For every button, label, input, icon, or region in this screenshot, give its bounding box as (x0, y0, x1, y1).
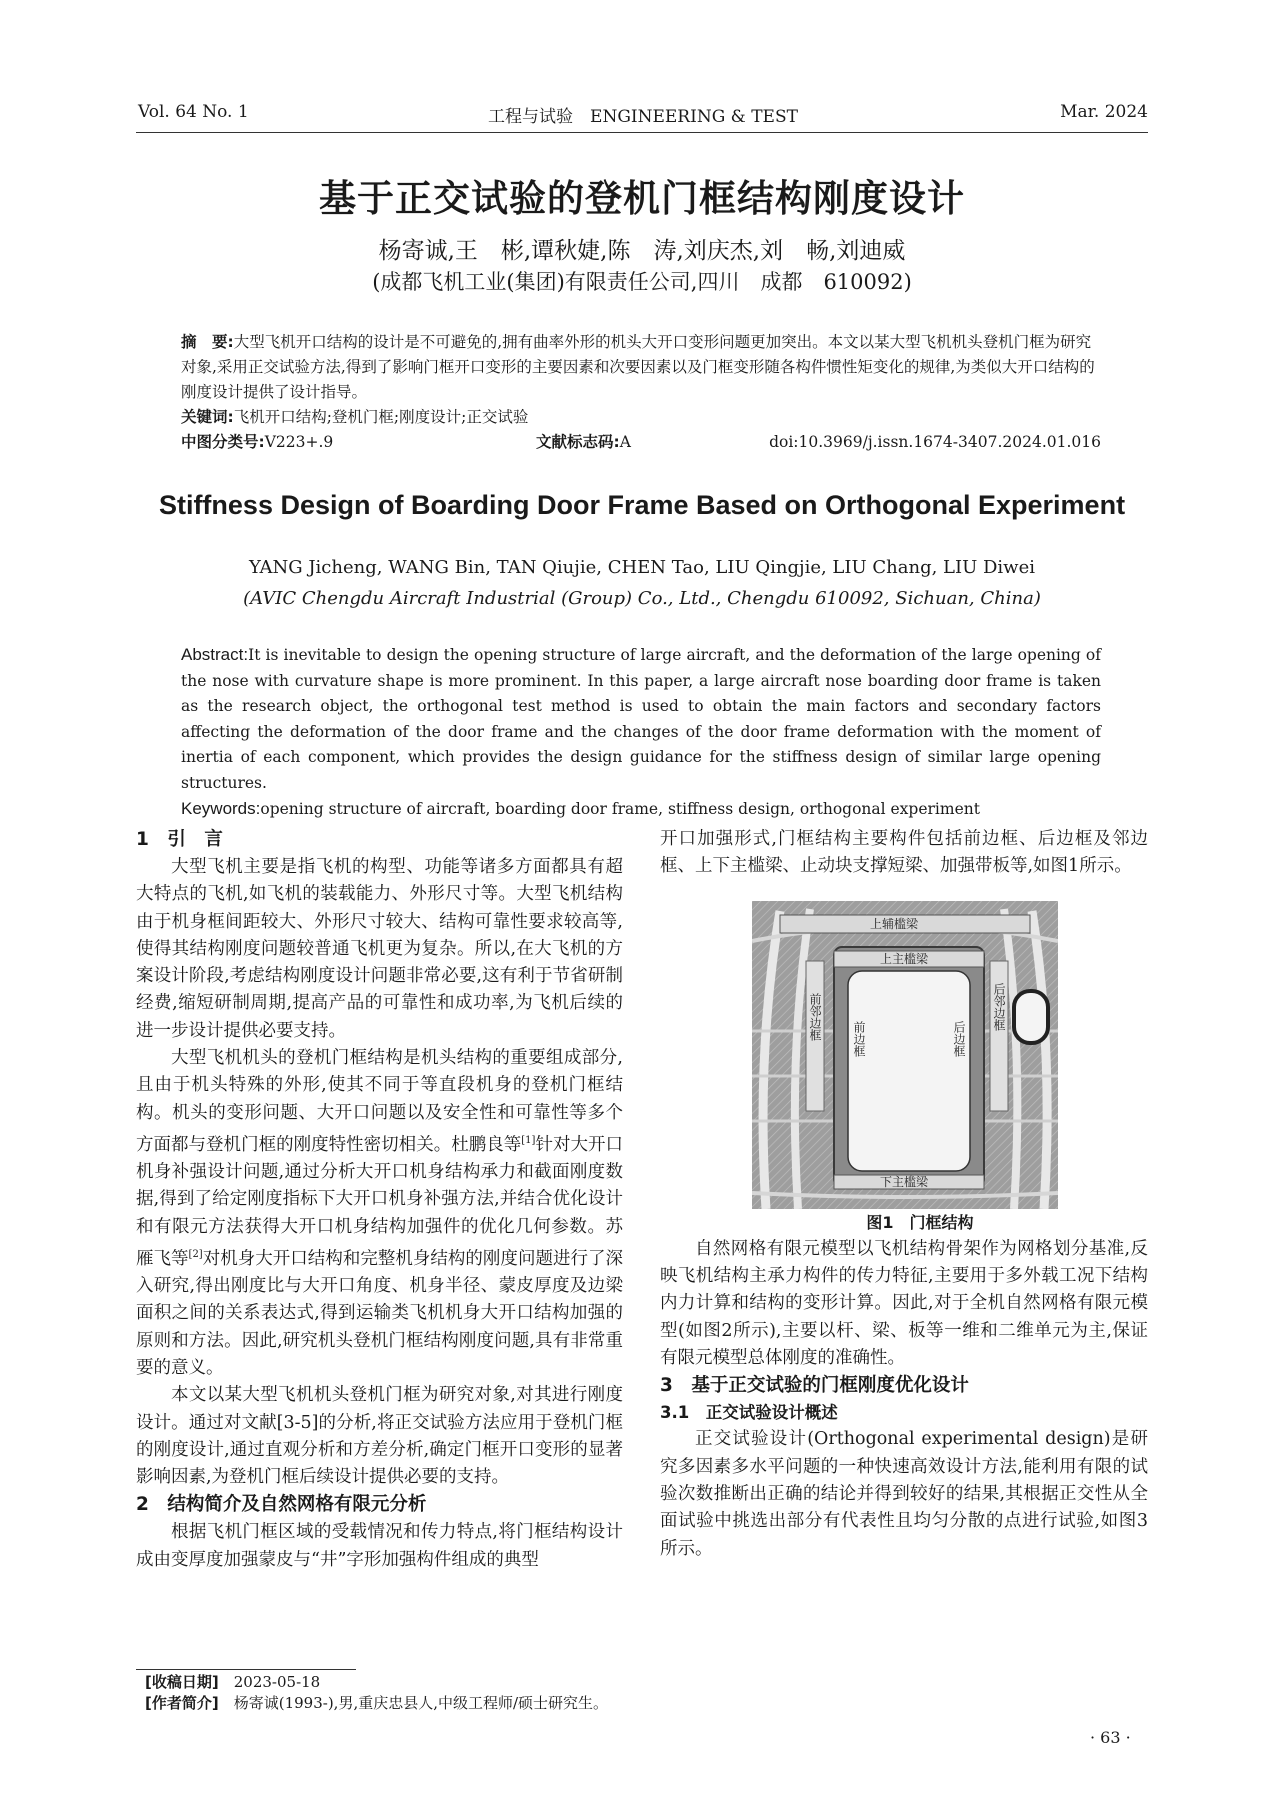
label-bottom-main-sill: 下主槛梁 (880, 1174, 929, 1189)
page-number: · 63 · (1090, 1728, 1131, 1747)
abstract-cn-text: 大型飞机开口结构的设计是不可避免的,拥有曲率外形的机头大开口变形问题更加突出。本文以某大型飞机机头登机门框为研究对象,采用正交试验方法,得到了影响门框开口变形的主要因素和次要因素以及门框变形随各构件惯性矩变化的规律,为类似大开口结构的刚度设计提供了设计指导。 (181, 333, 1095, 401)
keywords-en-label: Keywords: (181, 799, 261, 818)
figure-1-door-frame (752, 901, 1058, 1209)
keywords-en (181, 796, 1101, 823)
abstract-en (181, 642, 1101, 796)
classification-row (181, 430, 1101, 456)
section-2-heading: 2 结构简介及自然网格有限元分析 (136, 1494, 427, 1516)
section-1-paragraph-2-part-b: 针对大开口机身补强设计问题,通过分析大开口机身结构承力和截面刚度数据,得到了给定刚度指标下大开口机身补强方法,并结合优化设计和有限元方法获得大开口机身结构加强件的优化几何参数。苏雁飞等 (136, 1134, 623, 1269)
authors-en: YANG Jicheng, WANG Bin, TAN Qiujie, CHEN Tao, LIU Qingjie, LIU Chang, LIU Diwei (249, 557, 1035, 578)
door-frame-drawing (752, 901, 1058, 1209)
figure-1-caption: 图1 门框结构 (866, 1212, 974, 1232)
abstract-en-text: It is inevitable to design the opening structure of large aircraft, and the deformation of the large opening of the nose with curvature shape is more prominent. In this paper, a large aircraft nose boarding door frame is taken as the research object, the orthogonal test method is used to obtain the main factors and secondary factors affecting the deformation of the door frame and the changes of the door frame deformation with the moment of inertia of each component, which provides the design guidance for the stiffness design of similar large opening structures. (181, 646, 1101, 792)
section-2-paragraph-2: 自然网格有限元模型以飞机结构骨架作为网格划分基准,反映飞机结构主承力构件的传力特征,主要用于多外载工况下结构内力计算和结构的变形计算。因此,对于全机自然网格有限元模型(如图2所示),主要以杆、梁、板等一维和二维单元为主,保证有限元模型总体刚度的准确性。 (660, 1238, 1148, 1369)
body-column-left (136, 826, 623, 1574)
paper-title-cn: 基于正交试验的登机门框结构刚度设计 (319, 176, 965, 220)
section-2-paragraph-1: 根据飞机门框区域的受载情况和传力特点,将门框结构设计成由变厚度加强蒙皮与“井”字形加强构件组成的典型 (136, 1522, 623, 1570)
received-date (145, 1672, 608, 1693)
keywords-cn-label: 关键词: (181, 408, 234, 426)
footnotes (145, 1672, 608, 1714)
section-1-paragraph-2-part-c: 对机身大开口结构和完整机身结构的刚度问题进行了深入研究,得出刚度比与大开口角度、机身半径、蒙皮厚度及边梁面积之间的关系表达式,得到运输类飞机机身大开口结构加强的原则和方法。因此,研究机头登机门框结构刚度问题,具有非常重要的意义。 (136, 1248, 624, 1378)
volume-issue: Vol. 64 No. 1 (138, 102, 249, 122)
section-1-paragraph-2 (136, 1045, 623, 1382)
author-bio (145, 1693, 608, 1714)
doc-value: A (619, 433, 631, 451)
issue-date: Mar. 2024 (1060, 102, 1148, 122)
section-1-heading: 1 引 言 (136, 829, 223, 850)
keywords-en-text: opening structure of aircraft, boarding door frame, stiffness design, orthogonal experiment (260, 800, 980, 818)
clc-label: 中图分类号: (181, 433, 265, 451)
authors-cn: 杨寄诚,王 彬,谭秋婕,陈 涛,刘庆杰,刘 畅,刘迪威 (378, 238, 906, 264)
author-bio-value: 杨寄诚(1993-),男,重庆忠县人,中级工程师/硕士研究生。 (233, 1694, 609, 1712)
doi: doi:10.3969/j.issn.1674-3407.2024.01.016 (769, 433, 1101, 451)
citation-2[interactable]: [2] (188, 1248, 203, 1260)
affiliation-en: (AVIC Chengdu Aircraft Industrial (Group) Co., Ltd., Chengdu 610092, Sichuan, China) (243, 588, 1041, 609)
label-rear-adjacent-frame: 后邻边框 (992, 982, 1006, 1031)
section-3-1-heading: 3.1 正交试验设计概述 (660, 1403, 838, 1423)
abstract-cn-block (181, 330, 1101, 456)
section-1-paragraph-2-part-a: 大型飞机机头的登机门框结构是机头结构的重要组成部分,且由于机头特殊的外形,使其不同于等直段机身的登机门框结构。机头的变形问题、大开口问题以及安全性和可靠性等多个方面都与登机门框的刚度特性密切相关。杜鹏良等 (136, 1048, 623, 1155)
journal-name: 工程与试验 ENGINEERING & TEST (488, 107, 798, 127)
section-1-paragraph-1: 大型飞机主要是指飞机的构型、功能等诸多方面都具有超大特点的飞机,如飞机的装载能力、外形尺寸等。大型飞机结构由于机身框间距较大、外形尺寸较大、结构可靠性要求较高等,使得其结构刚度问题较普通飞机更为复杂。所以,在大飞机的方案设计阶段,考虑结构刚度设计问题非常必要,这有利于节省研制经费,缩短研制周期,提高产品的可靠性和成功率,为飞机后续的进一步设计提供必要支持。 (136, 857, 623, 1041)
author-bio-label: [作者简介] (145, 1694, 219, 1712)
clc-code (181, 430, 333, 455)
label-rear-frame: 后边框 (952, 1020, 966, 1057)
doc-label: 文献标志码: (536, 433, 620, 451)
body-column-right (660, 826, 1148, 1563)
footnote-rule (136, 1669, 356, 1670)
section-3-1-paragraph-1: 正交试验设计(Orthogonal experimental design)是研究多因素多水平问题的一种快速高效设计方法,能利用有限的试验次数推断出正确的结论并得到较好的结果,其根据正交性从全面试验中挑选出部分有代表性且均匀分散的点进行试验,如图3所示。 (660, 1429, 1148, 1559)
label-top-main-sill: 上主槛梁 (880, 951, 929, 966)
doc-code (536, 430, 631, 455)
section-1-paragraph-3: 本文以某大型飞机机头登机门框为研究对象,对其进行刚度设计。通过对文献[3-5]的分析,将正交试验方法应用于登机门框的刚度设计,通过直观分析和方差分析,确定门框开口变形的显著影响因素,为登机门框后续设计提供必要的支持。 (136, 1385, 623, 1488)
running-header (138, 102, 1148, 126)
keywords-cn (181, 405, 1101, 430)
abstract-cn-label: 摘 要: (181, 333, 234, 351)
abstract-cn (181, 330, 1101, 405)
label-top-aux-sill: 上辅槛梁 (870, 916, 919, 931)
received-label: [收稿日期] (145, 1673, 219, 1691)
label-front-adjacent-frame: 前邻边框 (808, 992, 822, 1041)
label-front-frame: 前边框 (852, 1020, 866, 1057)
abstract-en-block (181, 642, 1101, 823)
paper-title-en: Stiffness Design of Boarding Door Frame Based on Orthogonal Experiment (158, 490, 1126, 520)
clc-value: V223+.9 (264, 433, 334, 451)
keywords-cn-text: 飞机开口结构;登机门框;刚度设计;正交试验 (233, 408, 529, 426)
section-3-heading: 3 基于正交试验的门框刚度优化设计 (660, 1375, 969, 1397)
citation-1[interactable]: [1] (521, 1134, 536, 1146)
affiliation-cn: (成都飞机工业(集团)有限责任公司,四川 成都 610092) (372, 270, 912, 294)
received-value: 2023-05-18 (233, 1673, 321, 1691)
abstract-en-label: Abstract: (181, 645, 249, 664)
header-rule (136, 132, 1148, 133)
section-2-paragraph-1-continued: 开口加强形式,门框结构主要构件包括前边框、后边框及邻边框、上下主槛梁、止动块支撑短梁、加强带板等,如图1所示。 (660, 829, 1148, 877)
